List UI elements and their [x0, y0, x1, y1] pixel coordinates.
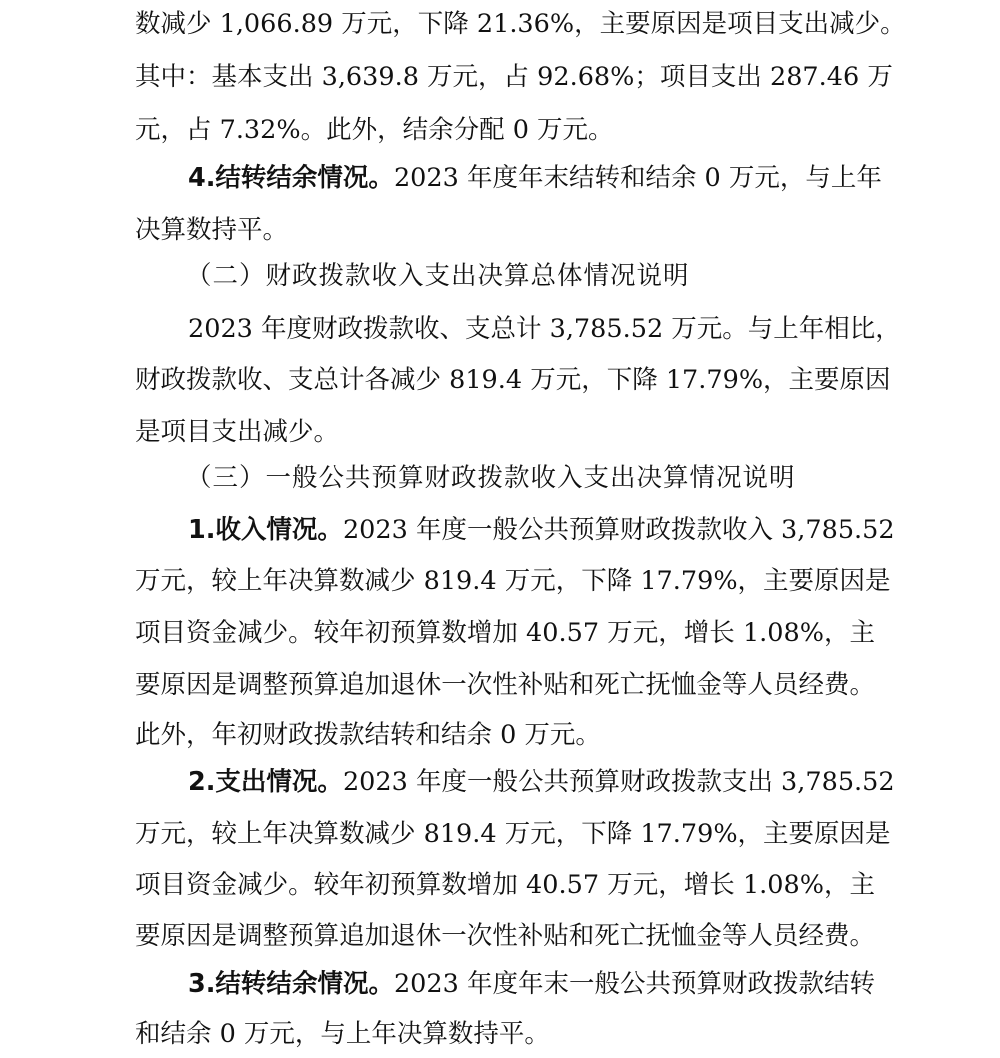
section-label: 2.支出情况。: [188, 767, 343, 797]
line-text: 和结余 0 万元，与上年决算数持平。: [135, 1019, 550, 1049]
text-line: [135, 615, 875, 651]
text-line: [135, 1016, 550, 1052]
text-line: [188, 160, 882, 196]
section-heading: [186, 460, 796, 496]
line-text: 万元，较上年决算数减少 819.4 万元，下降 17.79%，主要原因是: [135, 566, 891, 596]
line-text: 数减少 1,066.89 万元，下降 21.36%，主要原因是项目支出减少。: [135, 9, 906, 39]
text-line: [135, 563, 891, 599]
line-text: 财政拨款收、支总计各减少 819.4 万元，下降 17.79%，主要原因: [135, 365, 891, 395]
line-text: 2023 年度一般公共预算财政拨款支出 3,785.52: [342, 767, 895, 797]
line-text: 项目资金减少。较年初预算数增加 40.57 万元，增长 1.08%，主: [135, 870, 875, 900]
line-text: 要原因是调整预算追加退休一次性补贴和死亡抚恤金等人员经费。: [135, 921, 875, 951]
section-label: 3.结转结余情况。: [188, 969, 394, 999]
text-line: [135, 112, 614, 148]
text-line: [135, 867, 875, 903]
text-line: [188, 966, 875, 1002]
heading-text: （二）财政拨款收入支出决算总体情况说明: [186, 261, 690, 291]
text-line: [135, 816, 891, 852]
line-text: 元，占 7.32%。此外，结余分配 0 万元。: [135, 115, 614, 145]
line-text: 2023 年度年末结转和结余 0 万元，与上年: [393, 163, 882, 193]
line-text: 其中：基本支出 3,639.8 万元，占 92.68%；项目支出 287.46 万: [135, 62, 893, 92]
section-label: 1.收入情况。: [188, 515, 343, 545]
text-line: [188, 311, 901, 347]
section-label: 4.结转结余情况。: [188, 163, 394, 193]
section-heading: [186, 258, 690, 294]
line-text: 项目资金减少。较年初预算数增加 40.57 万元，增长 1.08%，主: [135, 618, 875, 648]
line-text: 此外，年初财政拨款结转和结余 0 万元。: [135, 720, 601, 750]
text-line: [135, 362, 891, 398]
line-text: 要原因是调整预算追加退休一次性补贴和死亡抚恤金等人员经费。: [135, 670, 875, 700]
text-line: [188, 512, 895, 548]
line-text: 2023 年度财政拨款收、支总计 3,785.52 万元。与上年相比，: [188, 314, 901, 344]
line-text: 2023 年度年末一般公共预算财政拨款结转: [393, 969, 875, 999]
text-line: [135, 717, 601, 753]
text-line: [135, 918, 875, 954]
text-line: [188, 764, 895, 800]
line-text: 2023 年度一般公共预算财政拨款收入 3,785.52: [342, 515, 895, 545]
line-text: 是项目支出减少。: [135, 417, 340, 447]
text-line: [135, 6, 906, 42]
text-line: [135, 667, 875, 703]
text-line: [135, 59, 893, 95]
line-text: 万元，较上年决算数减少 819.4 万元，下降 17.79%，主要原因是: [135, 819, 891, 849]
text-line: [135, 414, 339, 450]
heading-text: （三）一般公共预算财政拨款收入支出决算情况说明: [186, 463, 796, 493]
line-text: 决算数持平。: [135, 215, 289, 245]
text-line: [135, 212, 288, 248]
